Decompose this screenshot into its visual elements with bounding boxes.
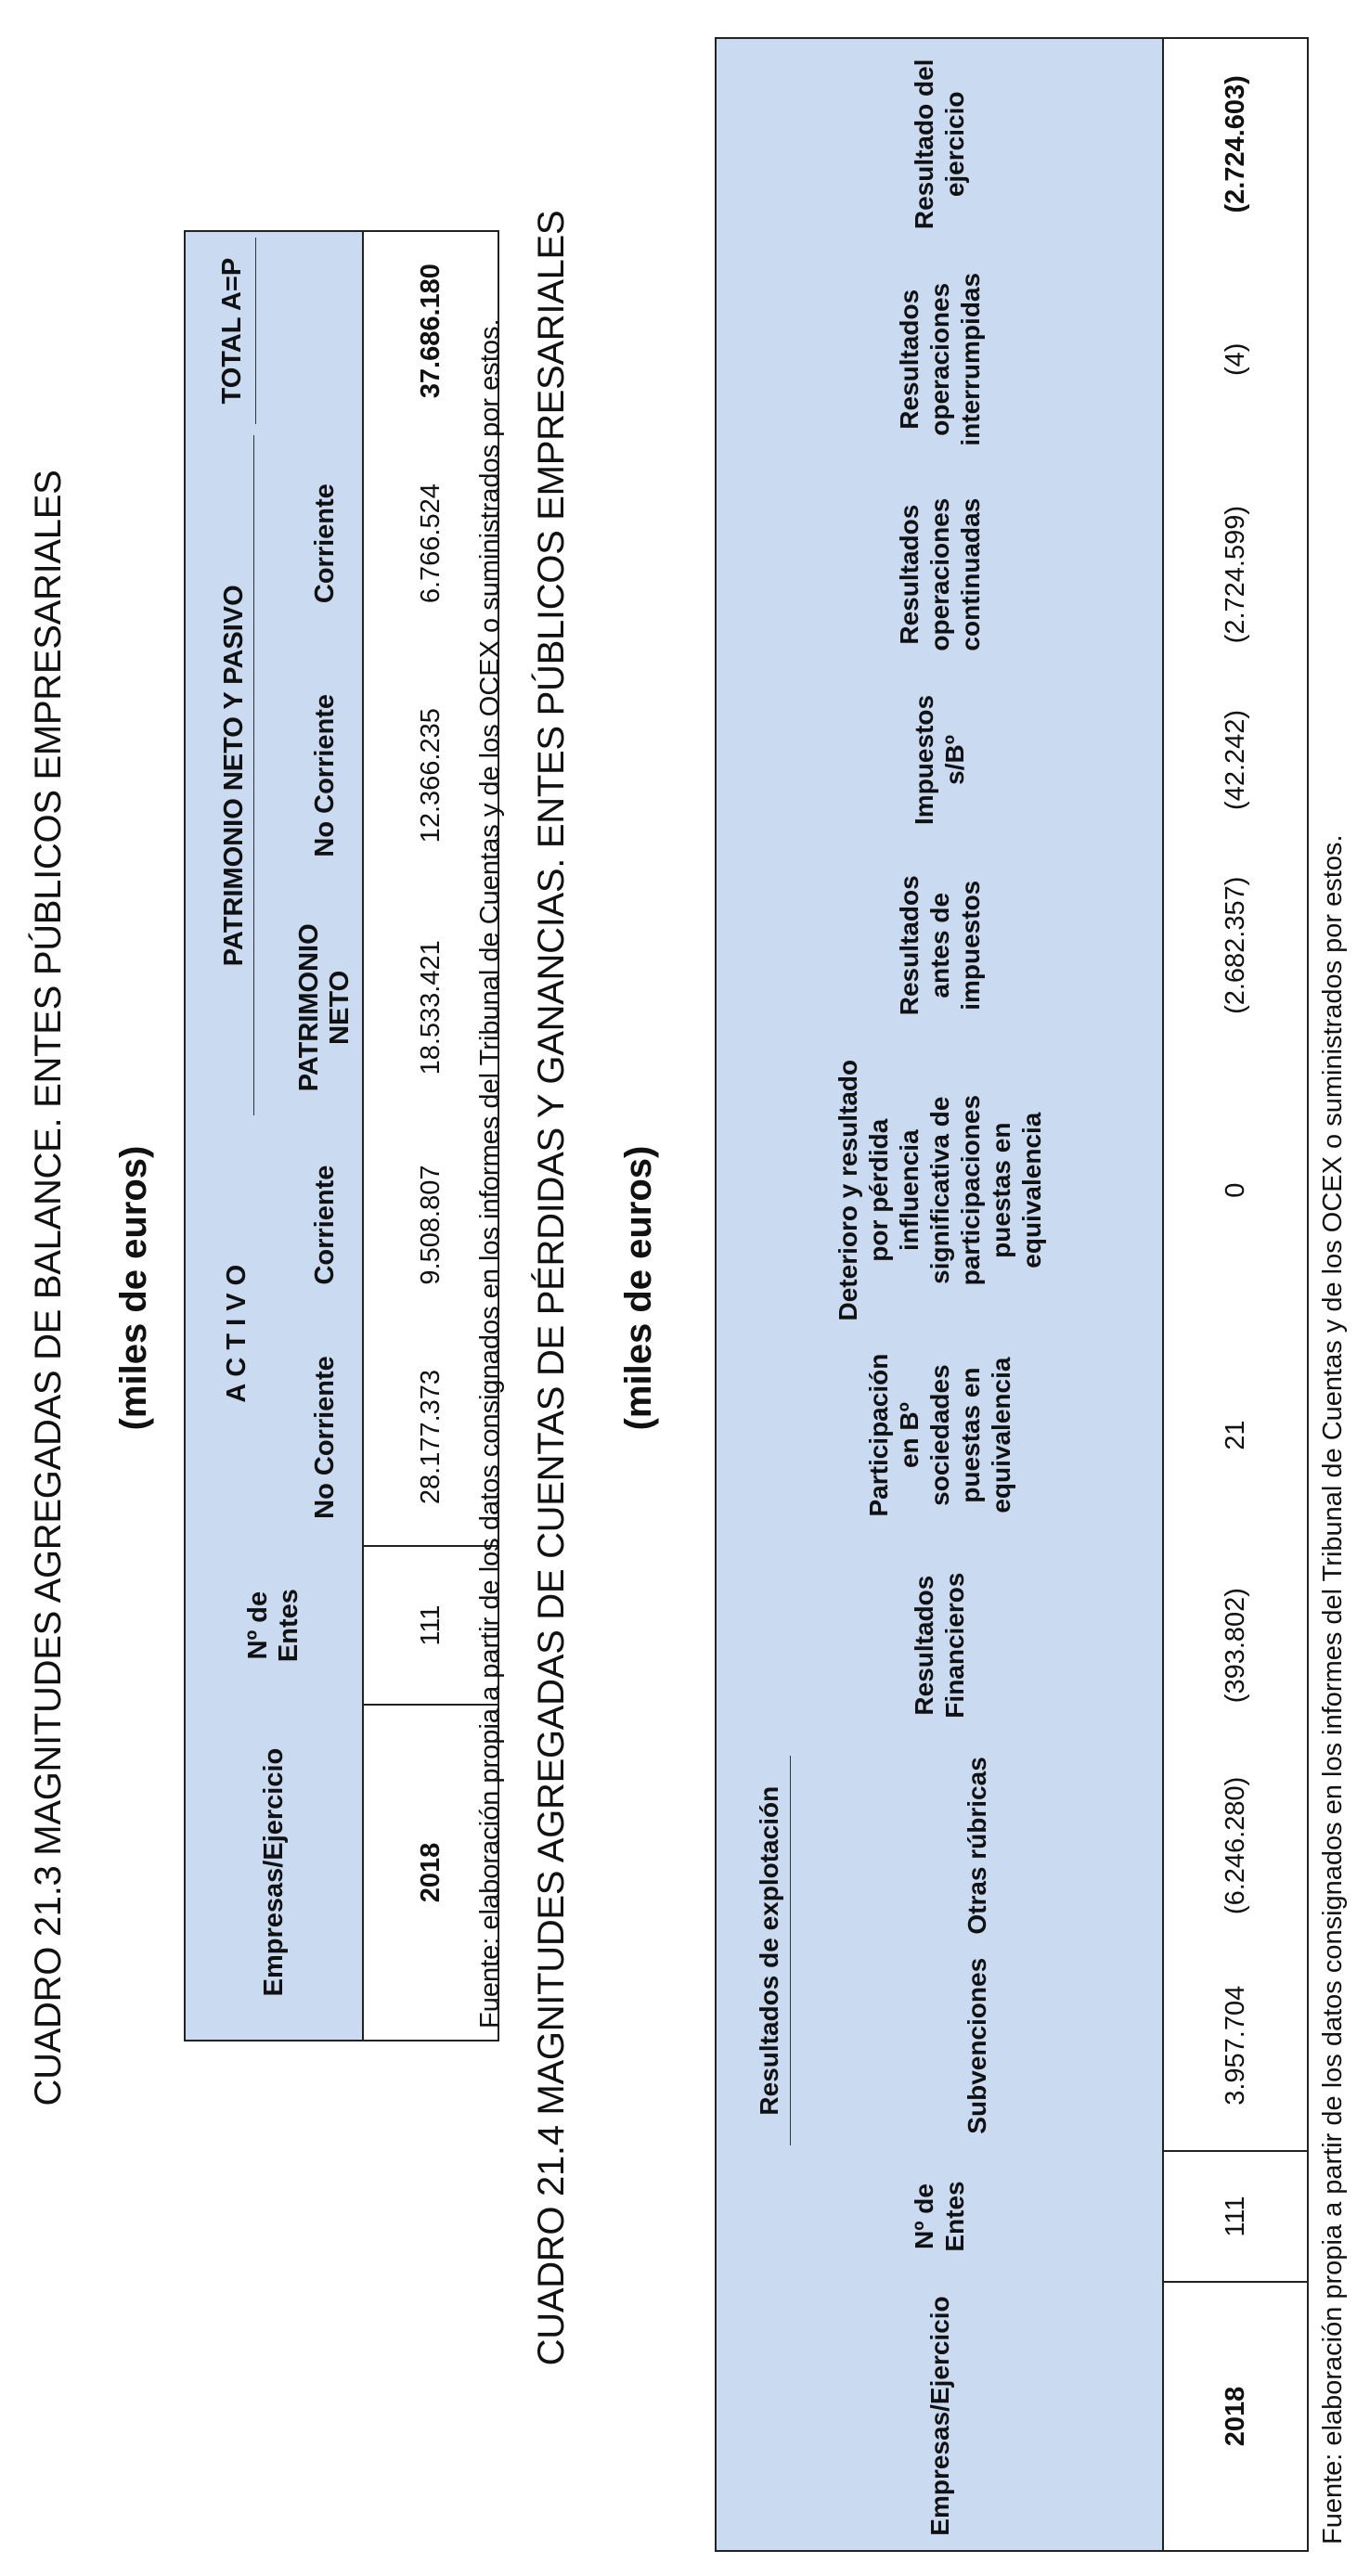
t2-cell-participacion: 21 (1163, 1330, 1308, 1540)
t2-cell-interrumpidas: (4) (1163, 250, 1308, 470)
t1-cell-patrimonio-neto: 18.533.421 (363, 894, 498, 1121)
t1-header-pasivo-corriente: Corriente (288, 430, 363, 657)
t1-header-total: TOTAL A=P (185, 231, 288, 430)
t1-header-n-entes: Nº de Entes (185, 1546, 363, 1705)
t2-cell-financieros: (393.802) (1163, 1540, 1308, 1751)
table-row (1163, 38, 1308, 2551)
table1-units: (miles de euros) (113, 1145, 154, 1431)
t2-cell-antes-impuestos: (2.682.357) (1163, 841, 1308, 1051)
table1-source: Fuente: elaboración propia a partir de los datos consignados en los informes del Tribunal de Cuentas y de los OCEX o suministrados por estos. (475, 318, 505, 2029)
pyg-table (715, 37, 1309, 2552)
t2-header-explotacion: Resultados de explotación (716, 1750, 791, 2151)
t2-header-otras: Otras rúbricas (791, 1750, 1163, 1940)
t1-header-empresas: Empresas/Ejercicio (185, 1705, 363, 2041)
t2-header-financieros: Resultados Financieros (716, 1540, 1163, 1751)
t1-header-pasivo-no-corriente: No Corriente (288, 657, 363, 894)
t1-cell-pasivo-no-corriente: 12.366.235 (363, 657, 498, 894)
balance-table (184, 230, 499, 2041)
t1-header-activo: A C T I V O (185, 1121, 288, 1546)
table2-title: CUADRO 21.4 MAGNITUDES AGREGADAS DE CUENTAS DE PÉRDIDAS Y GANANCIAS. ENTES PÚBLICOS EMPRESARIALES (531, 210, 572, 2366)
t2-cell-year: 2018 (1163, 2282, 1308, 2551)
t2-header-n-entes: Nº de Entes (716, 2151, 1163, 2282)
t2-header-deterioro: Deterioro y resultado por pérdida influencia significativa de participaciones puestas en equivalencia (716, 1050, 1163, 1330)
t2-header-ejercicio: Resultado del ejercicio (716, 38, 1163, 250)
t2-header-antes-impuestos: Resultados antes de impuestos (716, 841, 1163, 1051)
t2-header-subvenciones: Subvenciones (791, 1941, 1163, 2152)
t2-header-empresas: Empresas/Ejercicio (716, 2282, 1163, 2551)
t1-cell-pasivo-corriente: 6.766.524 (363, 430, 498, 657)
t2-header-continuadas: Resultados operaciones continuadas (716, 470, 1163, 680)
t1-cell-n-entes: 111 (363, 1546, 498, 1705)
t1-cell-activo-corriente: 9.508.807 (363, 1121, 498, 1329)
t1-cell-activo-no-corriente: 28.177.373 (363, 1329, 498, 1546)
table2-wrapper (698, 0, 1292, 2576)
t1-cell-total: 37.686.180 (363, 231, 498, 430)
table1-title: CUADRO 21.3 MAGNITUDES AGREGADAS DE BALANCE. ENTES PÚBLICOS EMPRESARIALES (28, 470, 69, 2106)
t2-header-interrumpidas: Resultados operaciones interrumpidas (716, 250, 1163, 470)
t1-header-activo-corriente: Corriente (288, 1121, 363, 1329)
t2-cell-continuadas: (2.724.599) (1163, 470, 1308, 680)
t2-cell-ejercicio: (2.724.603) (1163, 38, 1308, 250)
t2-header-impuestos: Impuestos s/Bº (716, 679, 1163, 840)
t2-cell-deterioro: 0 (1163, 1050, 1308, 1330)
t2-cell-impuestos: (42.242) (1163, 679, 1308, 840)
t2-cell-subvenciones: 3.957.704 (1163, 1941, 1308, 2152)
t2-cell-n-entes: 111 (1163, 2151, 1308, 2282)
t2-cell-otras: (6.246.280) (1163, 1750, 1308, 1940)
t2-header-participacion: Participación en Bº sociedades puestas en equivalencia (716, 1330, 1163, 1540)
table2-units: (miles de euros) (618, 1145, 659, 1431)
t1-header-total-spacer (288, 231, 363, 430)
table2-source: Fuente: elaboración propia a partir de los datos consignados en los informes del Tribunal de Cuentas y de los OCEX o suministrados por estos. (1318, 834, 1348, 2544)
t1-header-patrimonio-neto: PATRIMONIO NETO (288, 894, 363, 1121)
t1-header-patrimonio-group: PATRIMONIO NETO Y PASIVO (185, 430, 288, 1121)
t1-header-activo-no-corriente: No Corriente (288, 1329, 363, 1546)
t1-cell-year: 2018 (363, 1705, 498, 2041)
